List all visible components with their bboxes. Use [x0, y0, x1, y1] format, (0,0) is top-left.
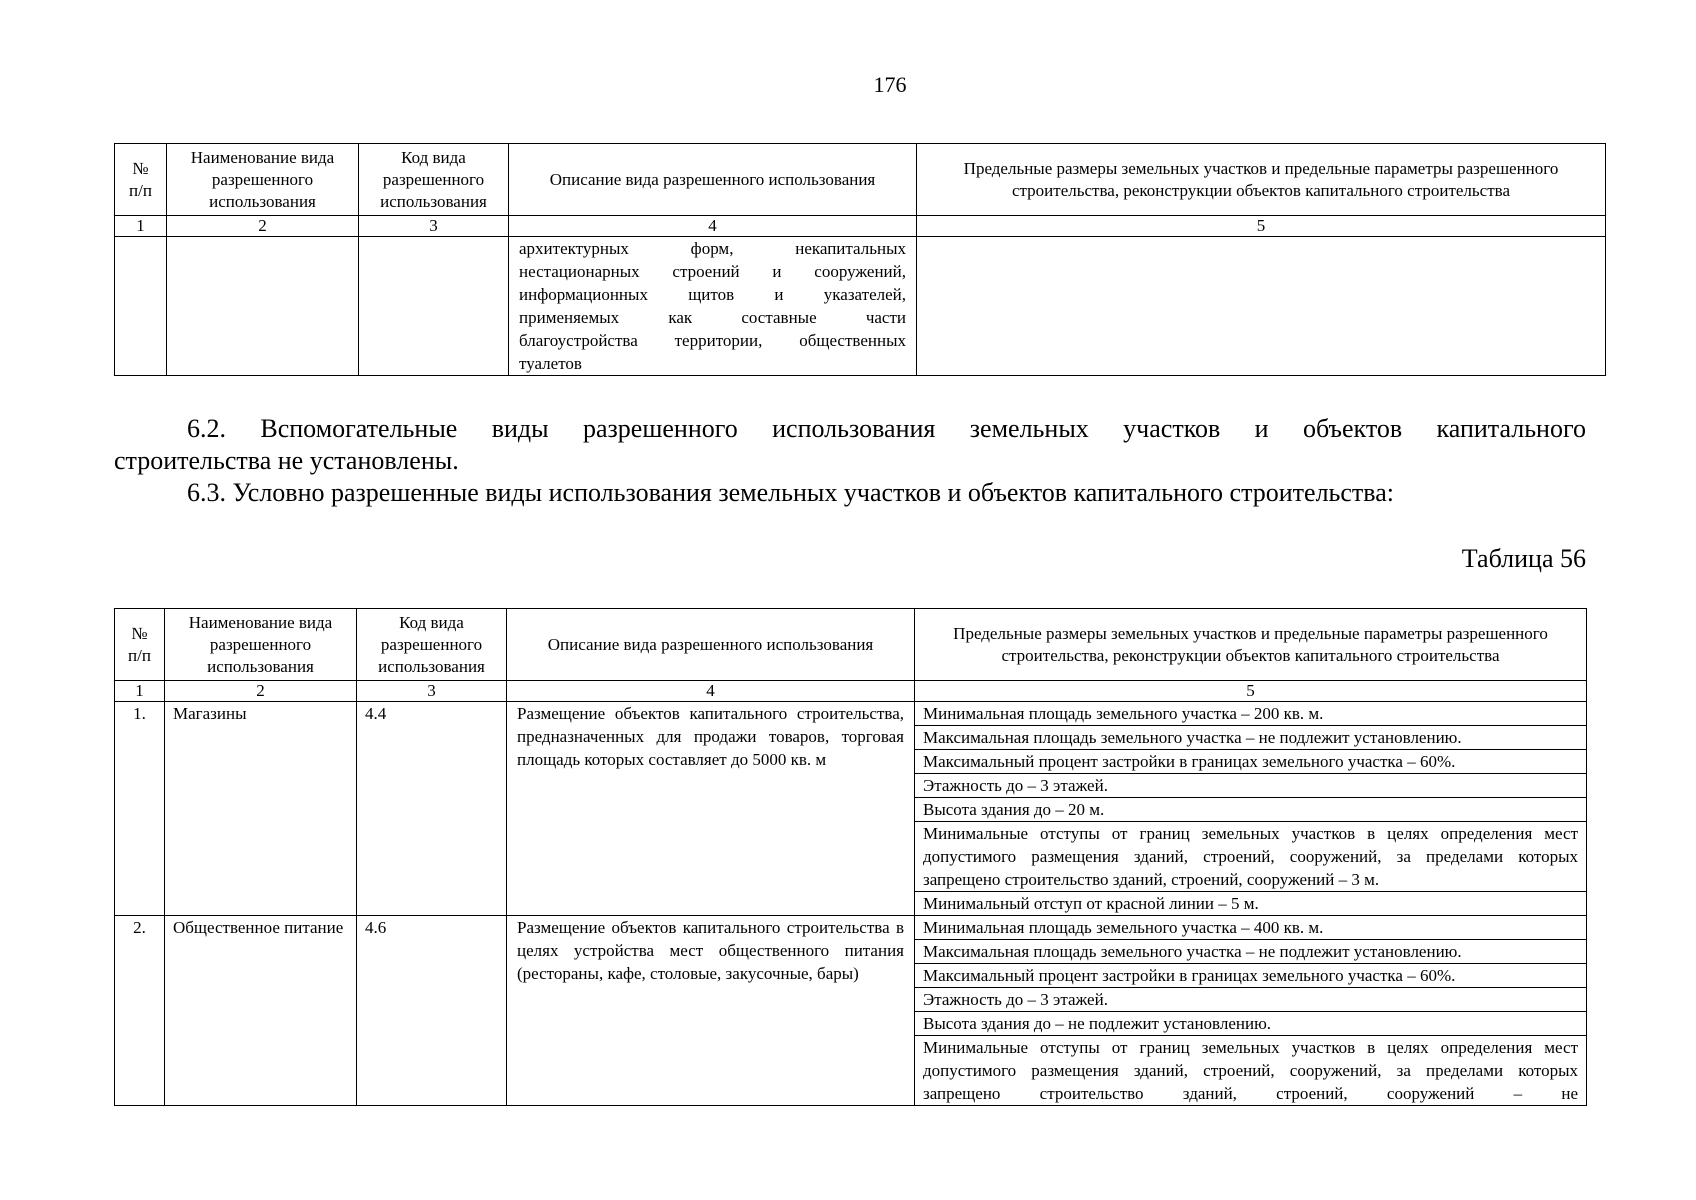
header-code: Код вида разрешенного использования: [357, 609, 507, 681]
paragraph-6-2-line2: строительства не установлены.: [114, 446, 459, 475]
parameter-line: Этажность до – 3 этажей.: [915, 988, 1586, 1012]
cell-number: [115, 237, 167, 376]
header-description: Описание вида разрешенного использования: [509, 144, 917, 216]
paragraph-6-2-line1: 6.2. Вспомогательные виды разрешенного использования земельных участков и объектов капитального: [187, 414, 1586, 443]
header-name: Наименование вида разрешенного использования: [167, 144, 359, 216]
column-number: 2: [167, 216, 359, 237]
description-line: нестационарных строений и сооружений,: [519, 262, 906, 281]
column-number: 3: [359, 216, 509, 237]
table-56: [114, 608, 1587, 1106]
table-row: [115, 237, 1606, 376]
page-number: 176: [873, 72, 907, 97]
column-number: 4: [507, 681, 915, 702]
table-row: [115, 702, 1587, 916]
cell-name: Магазины: [165, 702, 357, 916]
paragraph-6-2: [114, 413, 1586, 477]
column-number: 4: [509, 216, 917, 237]
parameter-line: Высота здания до – не подлежит установлению.: [915, 1012, 1586, 1036]
cell-parameters: [915, 916, 1587, 1106]
cell-code: 4.6: [357, 916, 507, 1106]
description-line: информационных щитов и указателей,: [519, 285, 906, 304]
table-row: [115, 916, 1587, 1106]
parameter-line: Минимальные отступы от границ земельных участков в целях определения мест допустимого размещения зданий, строений, сооружений, за пределами которых запрещено строительство зданий, строений, сооружений – не: [923, 1038, 1578, 1103]
paragraph-6-3: 6.3. Условно разрешенные виды использования земельных участков и объектов капитального строительства:: [187, 478, 1394, 507]
parameter-line: Максимальная площадь земельного участка – не подлежит установлению.: [915, 940, 1586, 964]
header-description: Описание вида разрешенного использования: [507, 609, 915, 681]
column-number-row: [115, 216, 1606, 237]
continuation-table: [114, 143, 1606, 376]
cell-description: [509, 237, 917, 376]
cell-number: 1.: [115, 702, 165, 916]
column-number: 1: [115, 681, 165, 702]
header-row: [115, 609, 1587, 681]
parameter-line: Минимальная площадь земельного участка – 400 кв. м.: [915, 916, 1586, 940]
header-code: Код вида разрешенного использования: [359, 144, 509, 216]
column-number-row: [115, 681, 1587, 702]
cell-parameters: [915, 702, 1587, 916]
column-number: 1: [115, 216, 167, 237]
parameter-line: Максимальный процент застройки в границах земельного участка – 60%.: [915, 964, 1586, 988]
header-parameters: Предельные размеры земельных участков и предельные параметры разрешенного строительства, реконструкции объектов капитального строительства: [915, 609, 1587, 681]
table-caption: Таблица 56: [1461, 544, 1586, 573]
parameter-line: Минимальные отступы от границ земельных участков в целях определения мест допустимого размещения зданий, строений, сооружений, за пределами которых запрещено строительство зданий, строений, сооружений – 3 м.: [915, 822, 1586, 892]
cell-code: [359, 237, 509, 376]
cell-description: Размещение объектов капитального строительства в целях устройства мест общественного питания (рестораны, кафе, столовые, закусочные, бары): [507, 916, 915, 1106]
description-line: туалетов: [519, 354, 582, 373]
parameter-line: Максимальный процент застройки в границах земельного участка – 60%.: [915, 750, 1586, 774]
column-number: 3: [357, 681, 507, 702]
column-number: 5: [915, 681, 1587, 702]
parameter-line: Максимальная площадь земельного участка – не подлежит установлению.: [915, 726, 1586, 750]
cell-number: 2.: [115, 916, 165, 1106]
header-parameters: Предельные размеры земельных участков и предельные параметры разрешенного строительства, реконструкции объектов капитального строительства: [917, 144, 1606, 216]
header-row: [115, 144, 1606, 216]
cell-parameters: [917, 237, 1606, 376]
parameter-line: Минимальный отступ от красной линии – 5 м.: [923, 894, 1259, 913]
cell-name: Общественное питание: [165, 916, 357, 1106]
column-number: 2: [165, 681, 357, 702]
column-number: 5: [917, 216, 1606, 237]
description-line: применяемых как составные части: [519, 308, 906, 327]
header-number: № п/п: [115, 144, 167, 216]
header-name: Наименование вида разрешенного использования: [165, 609, 357, 681]
cell-name: [167, 237, 359, 376]
description-line: архитектурных форм, некапитальных: [519, 239, 906, 258]
header-number: № п/п: [115, 609, 165, 681]
parameter-line: Высота здания до – 20 м.: [915, 798, 1586, 822]
parameter-line: Этажность до – 3 этажей.: [915, 774, 1586, 798]
description-line: благоустройства территории, общественных: [519, 331, 906, 350]
parameter-line: Минимальная площадь земельного участка – 200 кв. м.: [915, 702, 1586, 726]
cell-code: 4.4: [357, 702, 507, 916]
cell-description: Размещение объектов капитального строительства, предназначенных для продажи товаров, торговая площадь которых составляет до 5000 кв. м: [507, 702, 915, 916]
